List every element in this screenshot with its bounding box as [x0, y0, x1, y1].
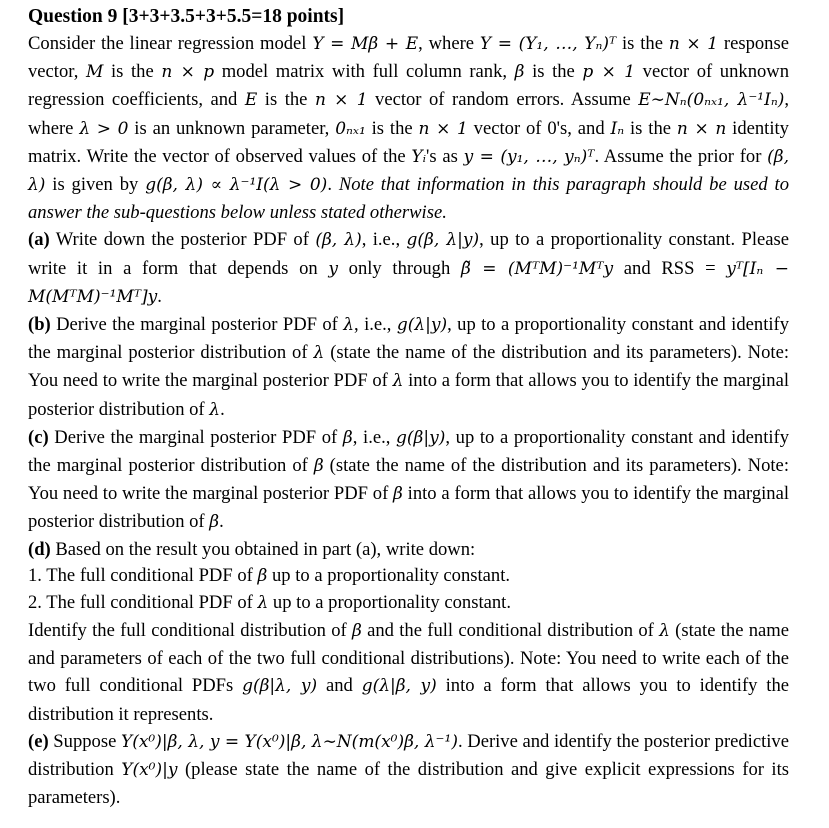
prior-math: g(β, λ) ∝ λ⁻¹I(λ > 0)	[145, 175, 328, 196]
lambda-symbol: λ	[257, 593, 269, 614]
part-d-text: into a form that allows you to identify the distribution it represents.	[28, 675, 790, 725]
intro-text: model matrix with full column rank,	[214, 61, 515, 83]
part-c-paragraph	[28, 424, 789, 537]
dimension-math: n × 1	[418, 118, 468, 139]
part-d-text: up to a proportionality constant.	[267, 565, 511, 587]
lambda-symbol: λ	[313, 343, 325, 364]
intro-text: response vector,	[28, 33, 789, 83]
part-e-paragraph	[28, 728, 789, 812]
dimension-math: n × p	[161, 62, 215, 83]
part-c-label: (c)	[28, 426, 49, 448]
intro-text: . Assume the prior for	[594, 145, 768, 167]
beta-symbol: β	[313, 456, 324, 477]
dimension-math: n × 1	[314, 90, 368, 111]
beta-tilde-math: β̃ = (MᵀM)⁻¹Mᵀy	[460, 258, 614, 279]
part-a-text: only through	[337, 257, 461, 279]
error-distribution-math: E∼Nₙ(0ₙₓ₁, λ⁻¹Iₙ)	[638, 90, 785, 111]
part-a-label: (a)	[28, 229, 50, 251]
part-e-label: (e)	[28, 730, 49, 752]
part-d-item-1	[28, 563, 789, 590]
intro-text: is given by	[45, 174, 146, 196]
question-title: Question 9 [3+3+3.5+3+5.5=18 points]	[28, 6, 345, 27]
part-b-paragraph	[28, 311, 789, 424]
rss-math: yᵀ[Iₙ − M(MᵀM)⁻¹Mᵀ]y	[28, 258, 789, 307]
observed-vector-math: y = (y₁, …, yₙ)ᵀ	[463, 146, 595, 167]
part-e-text: . Derive and identify the posterior predictive distribution	[28, 730, 789, 781]
part-e-text: (please state the name of the distribution and give explicit expressions for its parameters).	[28, 759, 790, 809]
part-d-text: 1. The full conditional PDF of	[28, 565, 258, 587]
lambda-symbol: λ	[392, 371, 404, 392]
predictive-target-math: Y(x⁰)|y	[121, 760, 178, 781]
lambda-condition-math: λ > 0	[79, 118, 129, 139]
error-symbol: E	[244, 90, 258, 111]
beta-conditional-math: g(β|λ, y)	[242, 676, 318, 697]
identity-matrix-math: Iₙ	[610, 118, 625, 139]
part-b-text: Derive the marginal posterior PDF of	[50, 314, 344, 336]
part-d-text: Identify the full conditional distribution of	[28, 620, 352, 642]
zero-vector-math: 0ₙₓ₁	[335, 118, 366, 139]
beta-symbol: β	[257, 566, 268, 587]
lambda-symbol: λ	[209, 399, 221, 420]
part-d-text: up to a proportionality constant.	[268, 592, 511, 614]
part-c-text: (state the name of the distribution and its parameters). Note: You need to write the marginal posterior PDF of	[28, 455, 789, 505]
part-b-text: (state the name of the distribution and its parameters). Note: You need to write the marginal posterior PDF of	[28, 342, 789, 392]
part-b-label: (b)	[28, 314, 51, 336]
part-b-text: into a form that allows you to identify the marginal posterior distribution of	[28, 370, 790, 420]
response-vector-math: Y = (Y₁, …, Yₙ)ᵀ	[479, 34, 617, 54]
intro-text: is the	[365, 117, 419, 139]
lambda-conditional-math: g(λ|β, y)	[361, 676, 437, 697]
intro-text: Consider the linear regression model	[28, 33, 313, 54]
intro-text: 's as	[426, 145, 464, 167]
part-a-paragraph	[28, 226, 789, 311]
dimension-math: n × n	[676, 118, 727, 139]
intro-text: vector of random errors. Assume	[367, 89, 639, 111]
part-d-item-2	[28, 590, 789, 617]
beta-symbol: β	[393, 484, 403, 505]
part-b-text: , i.e.,	[354, 314, 397, 336]
lambda-symbol: λ	[659, 621, 670, 642]
part-d-body	[28, 617, 789, 728]
intro-text: .	[327, 174, 339, 196]
parameter-pair-math: (β, λ)	[28, 146, 789, 196]
dimension-math: n × 1	[668, 34, 719, 54]
part-a-text: , up to a proportionality constant. Please write it in a form that depends on	[28, 229, 790, 279]
beta-symbol: β	[514, 62, 525, 83]
y-symbol: y	[328, 258, 338, 279]
intro-text: is the	[103, 61, 162, 83]
part-d-text: 2. The full conditional PDF of	[28, 592, 258, 614]
intro-text: is the	[616, 33, 669, 54]
part-d-text: (state the name and parameters of each of the two full conditional distributions). Note: You need to write each of the two full conditional PDFs	[28, 620, 789, 697]
beta-symbol: β	[352, 621, 362, 642]
part-d-text: and the full conditional distribution of	[361, 620, 660, 642]
beta-symbol: β	[209, 512, 220, 533]
joint-posterior-math: g(β, λ|y)	[406, 230, 480, 251]
part-e-text: Suppose	[48, 730, 121, 752]
intro-text: is an unknown parameter,	[128, 117, 336, 139]
part-c-text: into a form that allows you to identify the marginal posterior distribution of	[28, 483, 790, 533]
part-d-label: (d)	[28, 538, 51, 560]
part-c-text: , up to a proportionality constant and identify the marginal posterior distribution of	[28, 426, 790, 477]
matrix-symbol: M	[85, 62, 104, 83]
part-d-text: Based on the result you obtained in part (a), write down:	[50, 538, 476, 560]
beta-posterior-math: g(β|y)	[396, 427, 446, 448]
part-a-text: Write down the posterior PDF of	[49, 229, 316, 251]
intro-text: vector of 0's, and	[467, 117, 611, 139]
part-c-text: Derive the marginal posterior PDF of	[48, 426, 343, 448]
intro-text: is the	[624, 117, 677, 139]
part-a-text: and RSS =	[613, 257, 727, 279]
intro-note: Note that information in this paragraph should be used to answer the sub-questions below unless stated otherwise.	[28, 174, 789, 224]
beta-symbol: β	[342, 427, 353, 448]
predictive-model-math: Y(x⁰)|β, λ, y = Y(x⁰)|β, λ∼N(m(x⁰)β, λ⁻¹)	[120, 731, 458, 752]
part-c-text: , i.e.,	[352, 426, 397, 448]
yi-math: Yᵢ	[411, 146, 427, 167]
intro-text: identity matrix. Write the vector of observed values of the	[28, 117, 789, 167]
part-d-text: and	[317, 675, 362, 697]
lambda-posterior-math: g(λ|y)	[396, 315, 448, 336]
part-a-text: , i.e.,	[361, 229, 407, 251]
part-b-text: .	[220, 398, 225, 420]
intro-text: vector of unknown regression coefficients, and	[28, 61, 790, 111]
model-equation: Y = Mβ + E	[312, 34, 419, 54]
intro-text: , where	[418, 33, 480, 54]
part-a-text: .	[157, 285, 162, 307]
intro-text: is the	[257, 89, 315, 111]
lambda-symbol: λ	[343, 315, 355, 336]
part-c-text: .	[219, 511, 224, 533]
intro-paragraph	[28, 30, 789, 226]
parameter-pair-math: (β, λ)	[315, 230, 362, 251]
dimension-math: p × 1	[582, 62, 636, 83]
part-d-intro	[28, 537, 789, 564]
intro-text: is the	[524, 61, 583, 83]
part-b-text: , up to a proportionality constant and identify the marginal posterior distribution of	[28, 314, 790, 364]
intro-text: , where	[28, 89, 790, 139]
